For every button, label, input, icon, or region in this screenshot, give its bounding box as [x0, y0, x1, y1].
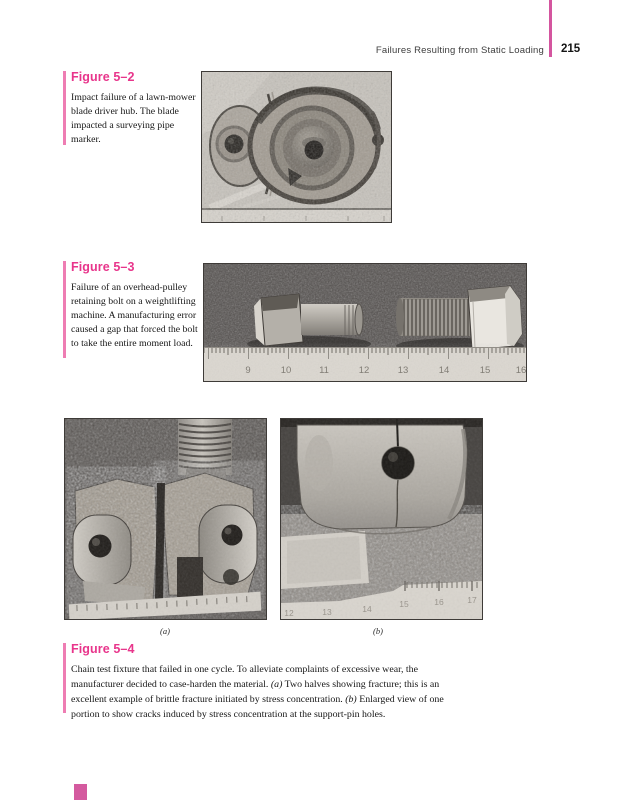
ruler-number: 12 [284, 608, 294, 618]
figure-5-4a-photo [64, 418, 267, 620]
caption-italic-a: (a) [270, 679, 283, 690]
cracked-portion-illustration [281, 419, 482, 619]
figure-5-3-caption: Failure of an overhead-pulley retaining bolt on a weightlifting machine. A manufacturing error caused a gap that forced the bolt to take the entire moment load. [71, 282, 198, 349]
figure-5-2-title: Figure 5–2 [71, 70, 135, 84]
figure-5-4a-label: (a) [160, 626, 170, 636]
figure-5-4b-label: (b) [373, 626, 383, 636]
broken-bolt-illustration [204, 264, 526, 381]
figure-5-4-caption [71, 662, 473, 722]
ruler-number: 17 [467, 595, 477, 605]
figure-5-3-title: Figure 5–3 [71, 260, 135, 274]
page-number: 215 [561, 43, 581, 55]
caption-text: Enlarged view of one portion to show cracks induced by stress concentration at the support-pin holes. [71, 694, 444, 720]
figure-5-4-title: Figure 5–4 [71, 642, 135, 656]
ruler-number: 9 [245, 365, 251, 376]
hub-fracture-illustration [202, 72, 391, 222]
ruler-number: 14 [362, 604, 372, 614]
ruler-number: 10 [280, 365, 292, 376]
ruler-number: 15 [479, 365, 491, 376]
running-title: Failures Resulting from Static Loading [375, 45, 544, 56]
caption-italic-b: (b) [345, 694, 357, 705]
ruler-number: 13 [397, 365, 409, 376]
figure-5-3-rule [63, 261, 66, 358]
ruler-number: 14 [438, 365, 450, 376]
figure-5-2-rule [63, 71, 66, 145]
figure-5-4-rule [63, 643, 66, 713]
fractured-fixture-halves-illustration [65, 419, 266, 619]
ruler-number: 11 [319, 365, 329, 376]
ruler-number: 12 [358, 365, 370, 376]
figure-5-4b-photo [280, 418, 483, 620]
header-accent-bar [549, 0, 552, 57]
ruler-number: 15 [399, 599, 409, 609]
bottom-page-tab [74, 784, 87, 800]
caption-text: Two halves showing fracture; this is an excellent example of brittle fracture initiated by stress concentration. [71, 679, 440, 705]
figure-5-2-caption: Impact failure of a lawn-mower blade driver hub. The blade impacted a surveying pipe marker. [71, 92, 196, 145]
caption-text: Chain test fixture that failed in one cycle. To alleviate complaints of excessive wear, the manufacturer decided to case-harden the material. [71, 664, 418, 690]
ruler-number: 16 [515, 365, 526, 376]
figure-5-2-photo [201, 71, 392, 223]
ruler-number: 13 [322, 607, 332, 617]
figure-5-3-photo [203, 263, 527, 382]
ruler-number: 16 [434, 597, 444, 607]
